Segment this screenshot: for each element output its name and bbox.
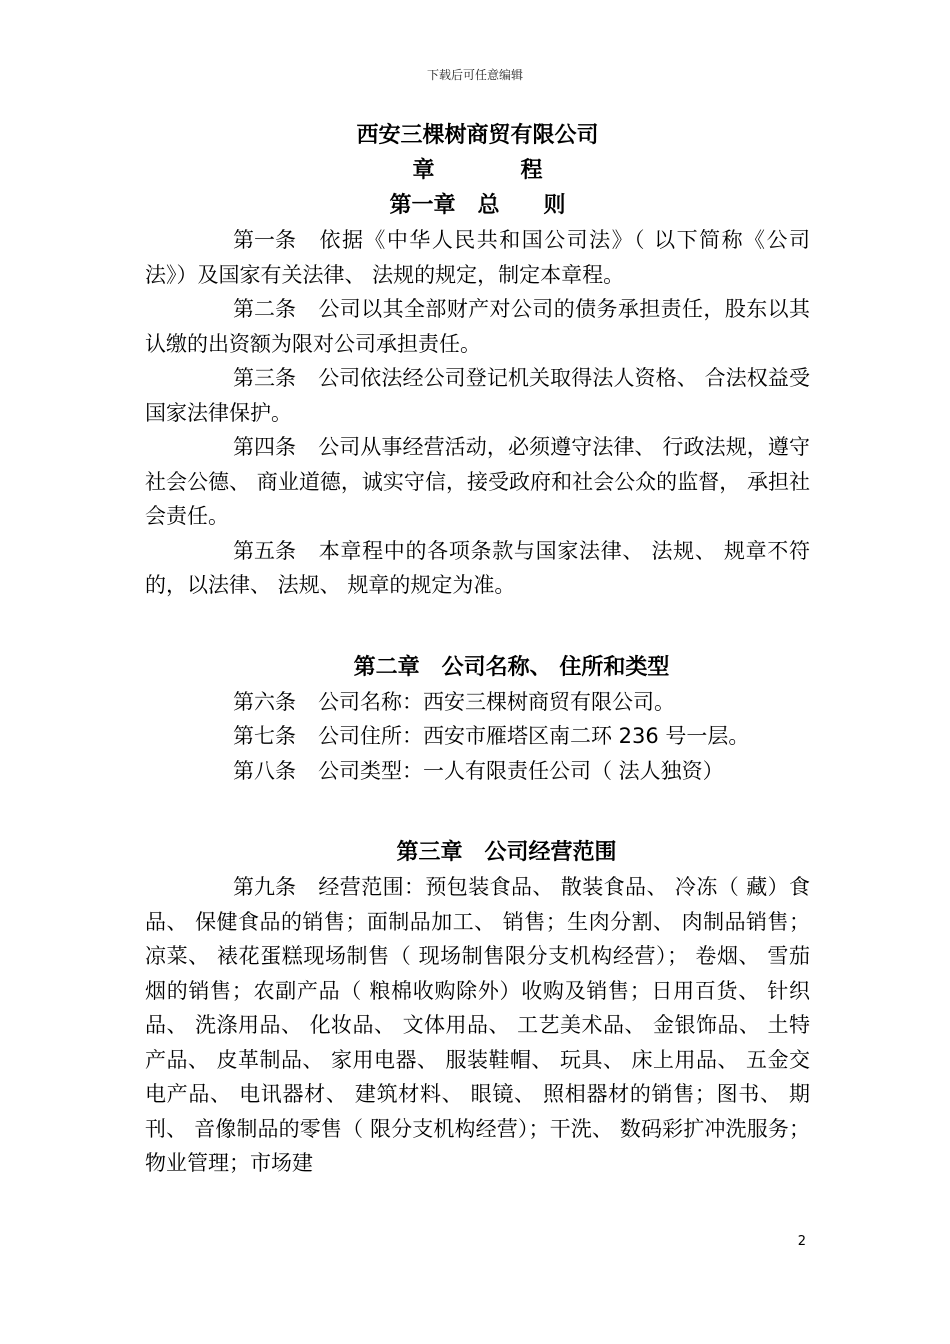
article bbox=[145, 685, 810, 720]
article-number: 第六条 bbox=[233, 689, 296, 714]
article-text: 公司从事经营活动，必须遵守法律、 行政法规，遵守社会公德、 商业道德，诚实守信，接受政府和社会公众的监督， 承担社会责任。 bbox=[145, 435, 810, 528]
article bbox=[145, 754, 810, 789]
section-spacer bbox=[145, 788, 810, 835]
article bbox=[145, 292, 810, 361]
document-title-left: 章 bbox=[412, 158, 435, 183]
document-title bbox=[145, 153, 810, 188]
document-body bbox=[145, 118, 810, 1181]
chapter-title-right: 则 bbox=[543, 193, 566, 218]
article bbox=[145, 430, 810, 534]
article bbox=[145, 870, 810, 1181]
article-text: 公司住所：西安市雁塔区南二环 236 号一层。 bbox=[318, 724, 750, 748]
chapter-heading bbox=[145, 188, 810, 223]
article-text: 经营范围：预包装食品、 散装食品、 冷冻（ 藏）食品、 保健食品的销售；面制品加工、 销售；生肉分割、 肉制品销售；凉菜、 裱花蛋糕现场制售（ 现场制售限分支机构经营）； 卷烟、 雪茄烟的销售；农副产品（ 粮棉收购除外）收购及销售；日用百货、 针织品、 洗涤用品、 化妆品、 文体用品、 工艺美术品、 金银饰品、 土特产品、 皮革制品、 家用电器、 服装鞋帽、 玩具、 床上用品、 五金交电产品、 电讯器材、 建筑材料、 眼镜、 照相器材的销售；图书、 期刊、 音像制品的零售（ 限分支机构经营）；干洗、 数码彩扩冲洗服务；物业管理；市场建 bbox=[145, 875, 810, 1175]
article bbox=[145, 534, 810, 603]
article-number: 第五条 bbox=[233, 538, 296, 563]
article bbox=[145, 361, 810, 430]
article-text: 公司以其全部财产对公司的债务承担责任，股东以其认缴的出资额为限对公司承担责任。 bbox=[145, 297, 810, 356]
chapter-title: 公司名称、 住所和类型 bbox=[441, 654, 670, 680]
article-number: 第四条 bbox=[233, 435, 296, 459]
page-header: 下载后可任意编辑 bbox=[426, 68, 523, 82]
article-text: 公司类型：一人有限责任公司（ 法人独资） bbox=[318, 758, 724, 783]
article bbox=[145, 223, 810, 292]
article-number: 第三条 bbox=[233, 366, 296, 390]
article bbox=[145, 719, 810, 754]
article-text: 依据《中华人民共和国公司法》（ 以下简称《公司法》）及国家有关法律、 法规的规定，制定本章程。 bbox=[145, 228, 810, 287]
chapter-number: 第三章 bbox=[396, 840, 463, 865]
article-number: 第八条 bbox=[233, 758, 296, 783]
chapter-number: 第一章 bbox=[389, 193, 456, 218]
article-number: 第一条 bbox=[233, 228, 296, 252]
chapter-number: 第二章 bbox=[353, 654, 420, 680]
article-number: 第九条 bbox=[233, 875, 296, 899]
section-spacer bbox=[145, 603, 810, 650]
chapter-heading bbox=[145, 835, 810, 870]
chapter-title-left: 总 bbox=[477, 193, 500, 218]
article-text: 本章程中的各项条款与国家法律、 法规、 规章不符的，以法律、 法规、 规章的规定为准。 bbox=[145, 538, 810, 597]
article-text: 公司依法经公司登记机关取得法人资格、 合法权益受国家法律保护。 bbox=[145, 366, 810, 425]
article-text: 公司名称：西安三棵树商贸有限公司。 bbox=[318, 689, 675, 714]
company-title: 西安三棵树商贸有限公司 bbox=[356, 123, 599, 148]
page-number: 2 bbox=[797, 1234, 806, 1249]
article-number: 第二条 bbox=[233, 297, 296, 321]
chapter-title: 公司经营范围 bbox=[484, 840, 617, 865]
document-title-right: 程 bbox=[520, 158, 543, 183]
chapter-heading bbox=[145, 650, 810, 685]
article-number: 第七条 bbox=[233, 724, 296, 748]
